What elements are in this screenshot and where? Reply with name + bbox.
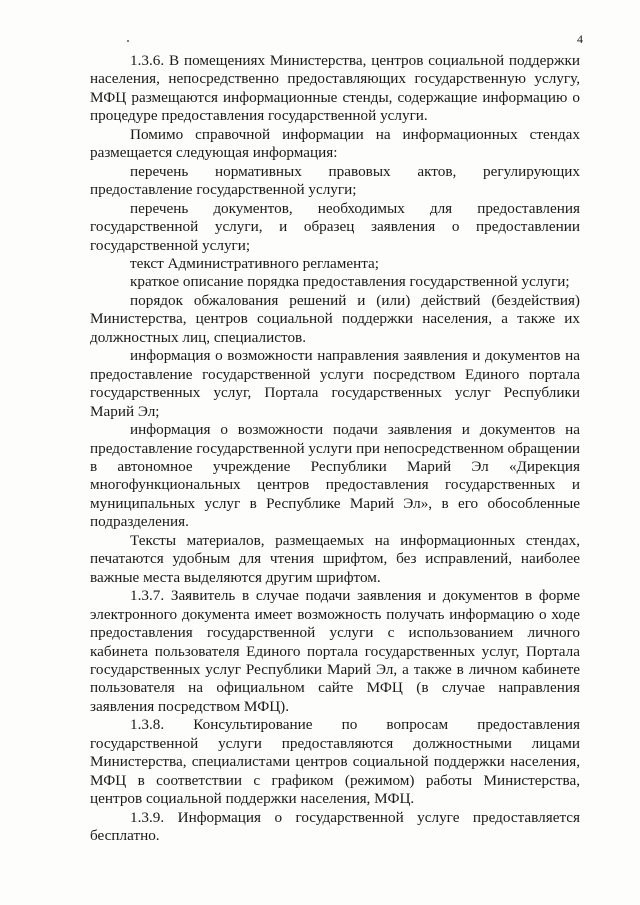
list-item-portal-info: информация о возможности направления заявления и документов на предоставление государственной услуги посредством Единого портала государственных услуг, Портала государственных услуг Республики Марий Эл; (90, 347, 580, 420)
list-item-procedure-summary: краткое описание порядка предоставления государственной услуги; (130, 273, 570, 291)
paragraph-1-3-6: 1.3.6. В помещениях Министерства, центров социальной поддержки населения, непосредственно предоставляющих государственную услугу, МФЦ размещаются информационные стенды, содержащие информацию о процедуре предоставления государственной услуги. (90, 52, 580, 125)
list-item-legal-acts: перечень нормативных правовых актов, регулирующих предоставление государственной услуги; (90, 162, 580, 199)
paragraph-stands-intro: Помимо справочной информации на информационных стендах размещается следующая информация: (90, 125, 580, 162)
scan-speck (127, 40, 129, 42)
list-item-appeal-procedure: порядок обжалования решений и (или) действий (бездействия) Министерства, центров социальной поддержки населения, а также их должностных лиц, специалистов. (90, 291, 580, 346)
document-body (90, 52, 580, 845)
page-number: 4 (577, 32, 583, 46)
paragraph-1-3-7: 1.3.7. Заявитель в случае подачи заявления и документов в форме электронного документа имеет возможность получать информацию о ходе предоставления государственной услуги с использованием личного кабинета пользователя Единого портала государственных услуг, Портала государственных услуг Республики Марий Эл, а также в личном кабинете пользователя на официальном сайте МФЦ (в случае направления заявления посредством МФЦ). (90, 587, 580, 715)
paragraph-materials-printing: Тексты материалов, размещаемых на информационных стендах, печатаются удобным для чтения шрифтом, без исправлений, наиболее важные места выделяются другим шрифтом. (90, 531, 580, 586)
paragraph-1-3-9: 1.3.9. Информация о государственной услуге предоставляется бесплатно. (90, 808, 580, 845)
list-item-regulation-text: текст Административного регламента; (130, 254, 380, 272)
list-item-documents: перечень документов, необходимых для предоставления государственной услуги, и образец заявления о предоставлении государственной услуги; (90, 199, 580, 254)
paragraph-1-3-8: 1.3.8. Консультирование по вопросам предоставления государственной услуги предоставляются должностными лицами Министерства, специалистами центров социальной поддержки населения, МФЦ в соответствии с графиком (режимом) работы Министерства, центров социальной поддержки населения, МФЦ. (90, 716, 580, 808)
list-item-mfc-info: информация о возможности подачи заявления и документов на предоставление государственной услуги при непосредственном обращении в автономное учреждение Республики Марий Эл «Дирекция многофункциональных центров предоставления государственных и муниципальных услуг в Республике Марий Эл», в его обособленные подразделения. (90, 421, 580, 531)
